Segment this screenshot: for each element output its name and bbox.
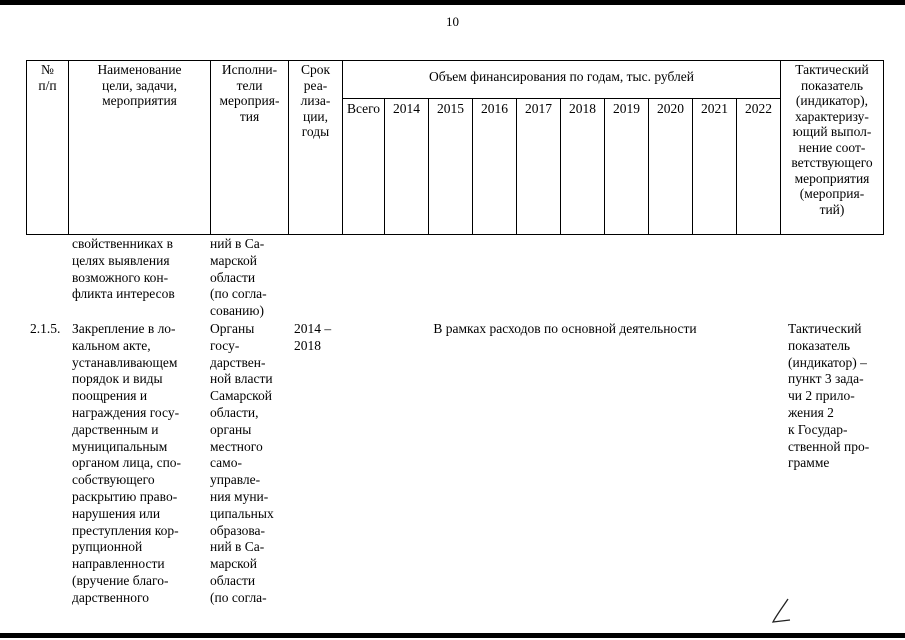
row-term: 2014 – 2018 — [294, 321, 332, 353]
header-name: Наименование цели, задачи, мероприятия — [69, 61, 211, 235]
row-funding: В рамках расходов по основной деятельности — [433, 321, 697, 336]
header-year: 2020 — [649, 99, 693, 235]
signature-mark — [768, 596, 798, 626]
top-border — [0, 0, 905, 5]
header-year: 2019 — [605, 99, 649, 235]
header-indicator: Тактический показатель (индикатор), характеризу- ющий выпол- нение соот- ветствующего мероприятия (мероприя- тий) — [781, 61, 884, 235]
row-number: 2.1.5. — [30, 321, 61, 336]
row-executor: Органы госу- дарствен- ной власти Самарской области, органы местного само- управле- ния муни- ципальных образова- ний в Са- марской области (по согла- — [210, 321, 274, 605]
row-continued-executor: ний в Са- марской области (по согла- сованию) — [210, 236, 267, 319]
row-continued-name: свойственниках в целях выявления возможного кон- фликта интересов — [72, 236, 175, 302]
header-year: 2021 — [693, 99, 737, 235]
table-header — [26, 60, 884, 235]
header-term: Срок реа- лиза- ции, годы — [289, 61, 343, 235]
header-year: 2018 — [561, 99, 605, 235]
header-year: 2017 — [517, 99, 561, 235]
header-year: 2022 — [737, 99, 781, 235]
header-funding: Объем финансирования по годам, тыс. рублей — [343, 61, 781, 99]
header-year: 2015 — [429, 99, 473, 235]
header-year: 2014 — [385, 99, 429, 235]
row-indicator: Тактический показатель (индикатор) – пункт 3 зада- чи 2 прило- жения 2 к Государ- ственной про- грамме — [788, 321, 870, 471]
header-year: 2016 — [473, 99, 517, 235]
header-number: № п/п — [27, 61, 69, 235]
bottom-border — [0, 633, 905, 638]
header-executors: Исполни- тели мероприя- тия — [211, 61, 289, 235]
header-total: Всего — [343, 99, 385, 235]
page-number: 10 — [446, 14, 459, 29]
row-name: Закрепление в ло- кальном акте, устанавливающем порядок и виды поощрения и награждения госу- дарственным и муниципальным органом лица, спо- собствующего раскрытию право- нарушения или преступления кор- рупционной направленности (вручение благо- дарственного — [72, 321, 182, 605]
